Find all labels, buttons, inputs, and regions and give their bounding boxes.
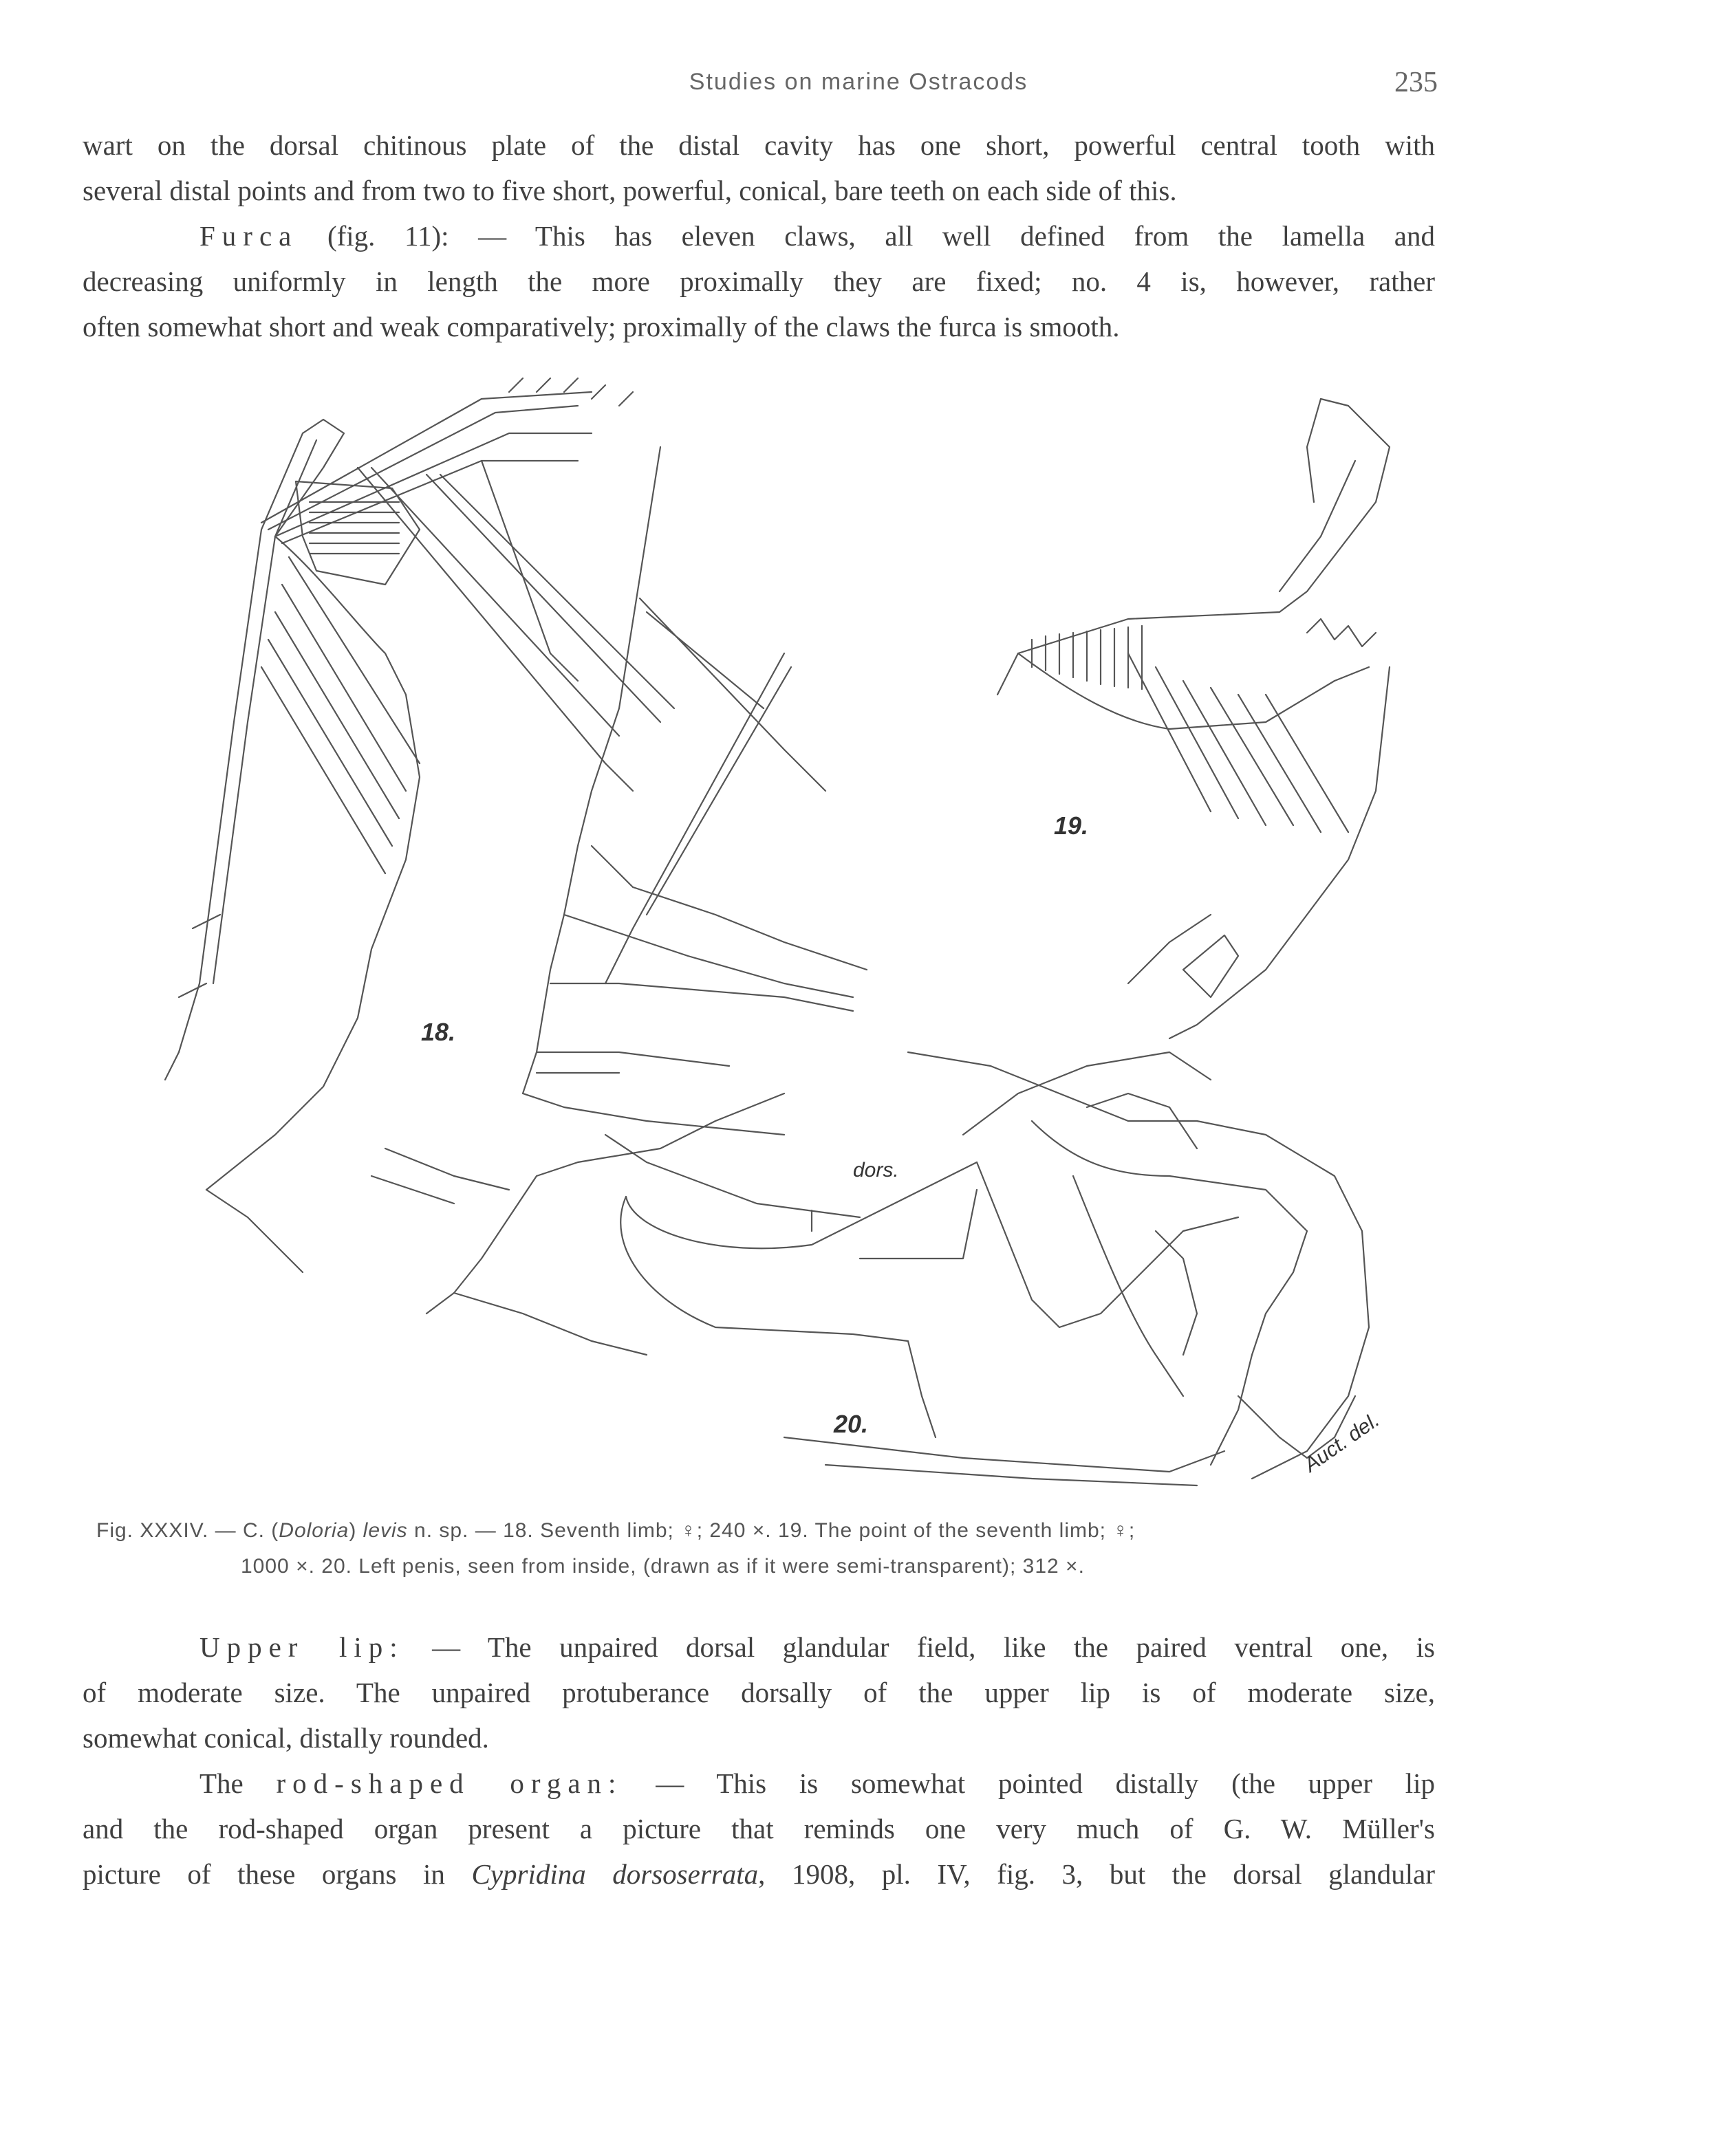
text-line: wart on the dorsal chitinous plate of the distal cavity has one short, powerful central tooth with bbox=[83, 129, 1435, 161]
caption-species: levis bbox=[363, 1519, 408, 1542]
rod-text: — This is somewhat pointed distally (the upper lip bbox=[656, 1767, 1436, 1799]
figure-drawing bbox=[96, 364, 1431, 1520]
citation-pre: picture of these organs in bbox=[83, 1858, 472, 1890]
rod-line bbox=[83, 1761, 1435, 1806]
rod-heading: rod-shaped organ: bbox=[276, 1767, 623, 1799]
citation-line bbox=[83, 1851, 1435, 1897]
text-line: decreasing uniformly in length the more proximally they are fixed; no. 4 is, however, rather bbox=[83, 265, 1435, 297]
caption-prefix: Fig. XXXIV. — C. ( bbox=[96, 1519, 279, 1542]
caption-genus: Doloria bbox=[279, 1519, 349, 1542]
caption-line-2: 1000 ×. 20. Left penis, seen from inside, (drawn as if it were semi-transparent); 312 ×. bbox=[241, 1555, 1085, 1578]
bottom-paragraph bbox=[83, 1624, 1435, 1897]
upper-lip-heading: Upper lip: bbox=[199, 1631, 404, 1663]
citation-post: , 1908, pl. IV, fig. 3, but the dorsal glandular bbox=[758, 1858, 1436, 1890]
figure-caption bbox=[96, 1513, 1445, 1585]
upper-lip-text: — The unpaired dorsal glandular field, like the paired ventral one, is bbox=[432, 1631, 1435, 1663]
upper-lip-line bbox=[83, 1624, 1435, 1670]
caption-text: n. sp. — 18. Seventh limb; ♀; 240 ×. 19. The point of the seventh limb; ♀; bbox=[407, 1519, 1136, 1542]
text-line: often somewhat short and weak comparatively; proximally of the claws the furca is smooth. bbox=[83, 311, 1120, 342]
caption-paren: ) bbox=[349, 1519, 363, 1542]
text-line: somewhat conical, distally rounded. bbox=[83, 1722, 489, 1754]
fig-20-drawing bbox=[620, 1052, 1369, 1485]
running-head bbox=[0, 66, 1717, 107]
dors-annotation: dors. bbox=[853, 1159, 899, 1182]
furca-text: (fig. 11): — This has eleven claws, all well defined from the lamella and bbox=[327, 220, 1436, 252]
citation-taxon: Cypridina dorsoserrata bbox=[471, 1858, 759, 1890]
page-number: 235 bbox=[1394, 67, 1438, 98]
fig-18-label: 18. bbox=[421, 1018, 456, 1046]
rod-the: The bbox=[199, 1767, 244, 1799]
fig-20-label: 20. bbox=[834, 1410, 869, 1438]
figure-xxxiv bbox=[96, 364, 1431, 1520]
caption-line-1 bbox=[96, 1513, 1445, 1549]
text-line: and the rod-shaped organ present a picture that reminds one very much of G. W. Müller's bbox=[83, 1813, 1435, 1844]
top-paragraph bbox=[83, 122, 1435, 349]
text-line: of moderate size. The unpaired protuberance dorsally of the upper lip is of moderate size, bbox=[83, 1677, 1435, 1708]
artist-signature: Auct. del. bbox=[1300, 1408, 1384, 1477]
furca-line bbox=[83, 213, 1435, 259]
fig-19-label: 19. bbox=[1054, 812, 1089, 840]
text-line: several distal points and from two to five short, powerful, conical, bare teeth on each side of this. bbox=[83, 175, 1177, 206]
fig-18-drawing bbox=[165, 378, 867, 1355]
running-title: Studies on marine Ostracods bbox=[689, 69, 1028, 95]
fig-19-drawing bbox=[997, 399, 1390, 1038]
furca-heading: Furca bbox=[199, 220, 299, 252]
